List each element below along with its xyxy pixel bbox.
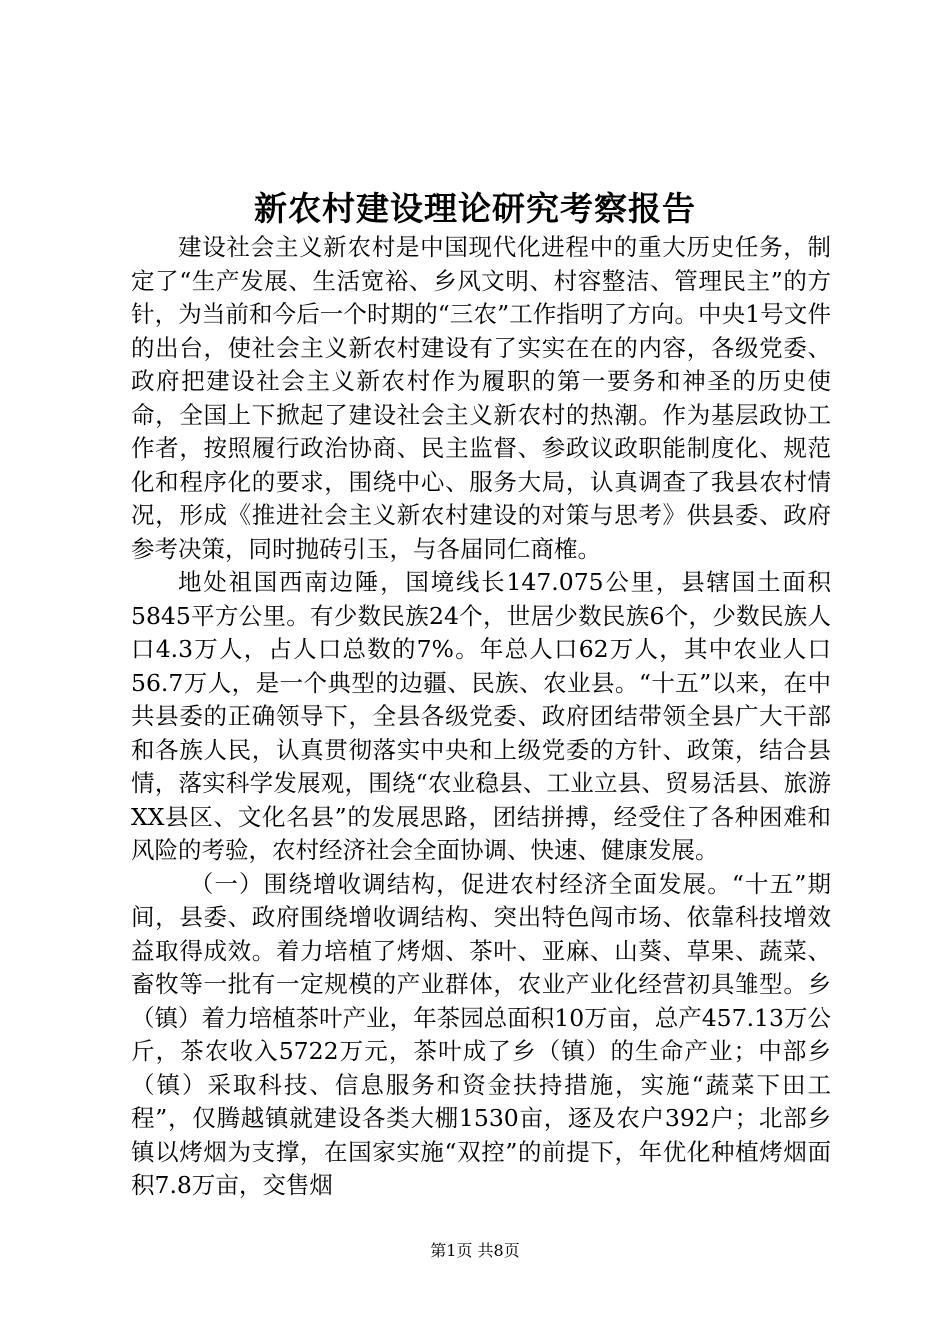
paragraph-intro: 建设社会主义新农村是中国现代化进程中的重大历史任务，制定了“生产发展、生活宽裕、乡风文明、村容整洁、管理民主”的方针，为当前和今后一个时期的“三农”工作指明了方向。中央1号文件的出台，使社会主义新农村建设有了实实在在的内容，各级党委、政府把建设社会主义新农村作为履职的第一要务和神圣的历史使命，全国上下掀起了建设社会主义新农村的热潮。作为基层政协工作者，按照履行政治协商、民主监督、参政议政职能制度化、规范化和程序化的要求，围绕中心、服务大局，认真调查了我县农村情况，形成《推进社会主义新农村建设的对策与思考》供县委、政府参考决策，同时抛砖引玉，与各届同仁商榷。 (131, 233, 831, 563)
paragraph-section-one: （一）围绕增收调结构，促进农村经济全面发展。“十五”期间，县委、政府围绕增收调结构、突出特色闯市场、依靠科技增效益取得成效。着力培植了烤烟、茶叶、亚麻、山葵、草果、蔬菜、畜牧等一批有一定规模的产业群体，农业产业化经营初具雏型。乡（镇）着力培植茶叶产业，年茶园总面积10万亩，总产457.13万公斤，茶农收入5722万元，茶叶成了乡（镇）的生命产业；中部乡（镇）采取科技、信息服务和资金扶持措施，实施“蔬菜下田工程”，仅腾越镇就建设各类大棚1530亩，逐及农户392户；北部乡镇以烤烟为支撑，在国家实施“双控”的前提下，年优化种植烤烟面积7.8万亩，交售烟 (131, 869, 831, 1199)
page-number-footer: 第1页 共8页 (430, 1241, 520, 1260)
document-body (131, 231, 831, 1203)
document-title: 新农村建设理论研究考察报告 (254, 189, 696, 228)
paragraph-county-overview: 地处祖国西南边陲，国境线长147.075公里，县辖国土面积5845平方公里。有少数民族24个，世居少数民族6个，少数民族人口4.3万人，占人口总数的7%。年总人口62万人，其中农业人口56.7万人，是一个典型的边疆、民族、农业县。“十五”以来，在中共县委的正确领导下，全县各级党委、政府团结带领全县广大干部和各族人民，认真贯彻落实中央和上级党委的方针、政策，结合县情，落实科学发展观，围绕“农业稳县、工业立县、贸易活县、旅游XX县区、文化名县”的发展思路，团结拼搏，经受住了各种困难和风险的考验，农村经济社会全面协调、快速、健康发展。 (131, 568, 831, 864)
